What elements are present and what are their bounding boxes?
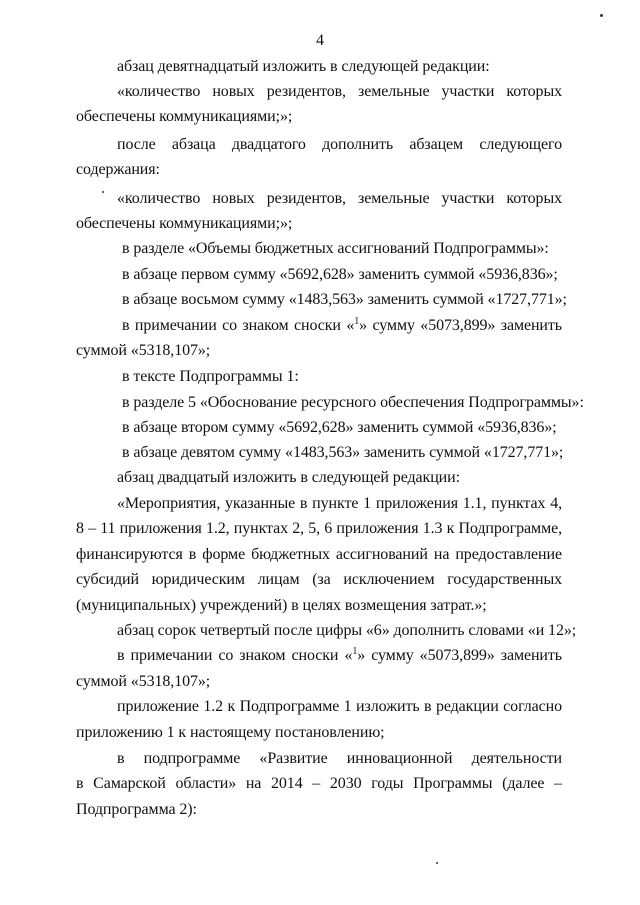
paragraph-line: после абзаца двадцатого дополнить абзацем следующего <box>117 136 562 153</box>
paragraph-line: приложение 1.2 к Подпрограмме 1 изложить в редакции согласно <box>117 698 562 715</box>
footnote-mark: 1 <box>354 316 360 327</box>
paragraph-line: финансируются в форме бюджетных ассигнований на предоставление <box>76 546 562 563</box>
paragraph-line: «количество новых резидентов, земельные участки которых <box>117 83 562 100</box>
paragraph-line: 8 – 11 приложения 1.2, пунктах 2, 5, 6 приложения 1.3 к Подпрограмме, <box>76 520 562 537</box>
footnote-paragraph-line: в примечании со знаком сноски «$^1$» сумму «5073,899» заменить <box>117 646 562 664</box>
paragraph-line: в подпрограмме «Развитие инновационной деятельности <box>117 750 562 767</box>
paragraph-line: обеспечены коммуникациями;»; <box>76 215 293 232</box>
paragraph-line: приложению 1 к настоящему постановлению; <box>76 724 385 741</box>
footnote-paragraph-line: в примечании со знаком сноски «$^1$» сумму «5073,899» заменить <box>122 316 562 334</box>
paragraph-line: содержания: <box>76 161 160 178</box>
paragraph-line: в абзаце втором сумму «5692,628» заменить суммой «5936,836»; <box>122 419 557 436</box>
paragraph-line: суммой «5318,107»; <box>76 342 211 359</box>
paragraph-line: «количество новых резидентов, земельные участки которых <box>117 190 562 207</box>
paragraph-line: (муниципальных) учреждений) в целях возмещения затрат.»; <box>76 597 487 614</box>
paragraph-line: абзац сорок четвертый после цифры «6» дополнить словами «и 12»; <box>117 622 577 639</box>
paragraph-line: субсидий юридическим лицам (за исключением государственных <box>76 571 562 588</box>
page-number: 4 <box>316 32 324 49</box>
scan-speck <box>102 191 104 193</box>
paragraph-line: в Самарской области» на 2014 – 2030 годы Программы (далее – <box>76 775 562 792</box>
paragraph-line: Подпрограмма 2): <box>76 801 197 818</box>
paragraph-line: в разделе 5 «Обоснование ресурсного обеспечения Подпрограммы»: <box>122 394 584 411</box>
paragraph-line: абзац девятнадцатый изложить в следующей редакции: <box>117 58 490 75</box>
scan-speck <box>436 862 438 864</box>
paragraph-line: обеспечены коммуникациями;»; <box>76 108 293 125</box>
paragraph-line: в абзаце первом сумму «5692,628» заменить суммой «5936,836»; <box>122 266 558 283</box>
scan-speck <box>600 14 603 17</box>
paragraph-line: «Мероприятия, указанные в пункте 1 приложения 1.1, пунктах 4, <box>117 495 562 512</box>
paragraph-line: в абзаце девятом сумму «1483,563» заменить суммой «1727,771»; <box>122 444 564 461</box>
paragraph-line: в абзаце восьмом сумму «1483,563» заменить суммой «1727,771»; <box>122 291 567 308</box>
footnote-mark: 1 <box>352 646 358 657</box>
paragraph-line: в тексте Подпрограммы 1: <box>122 368 299 385</box>
paragraph-line: суммой «5318,107»; <box>76 673 211 690</box>
paragraph-line: в разделе «Объемы бюджетных ассигнований Подпрограммы»: <box>122 240 549 257</box>
paragraph-line: абзац двадцатый изложить в следующей редакции: <box>117 469 460 486</box>
